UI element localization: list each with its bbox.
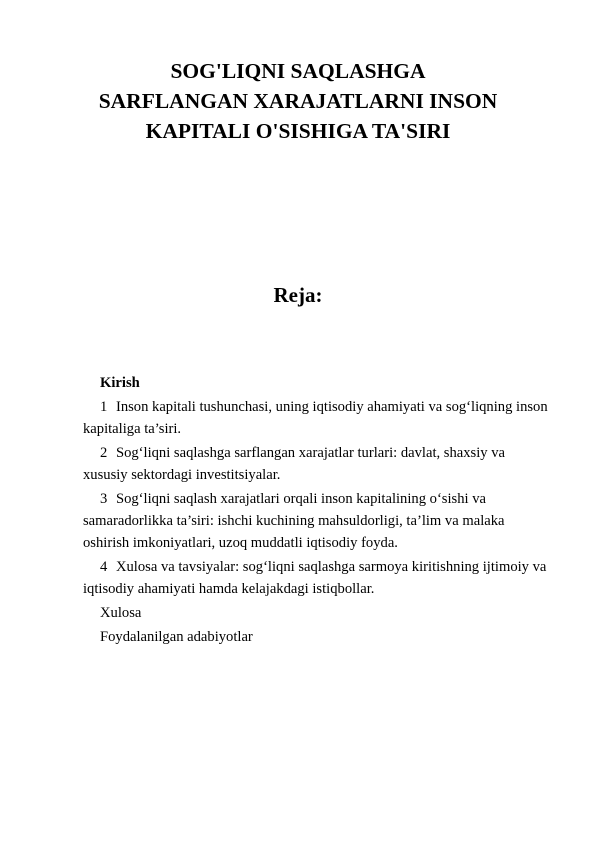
plan-item-number: 4 (100, 559, 108, 575)
plan-item-number: 2 (100, 445, 108, 461)
plan-item-text: Inson kapitali tushunchasi, uning iqtisodiy ahamiyati va sog‘liqning inson kapitaliga ta’siri. (83, 399, 548, 437)
plan-item-1 (83, 396, 553, 440)
plan-list (83, 372, 553, 650)
plan-item-text: Xulosa va tavsiyalar: sog‘liqni saqlashga sarmoya kiritishning ijtimoiy va iqtisodiy ahamiyati hamda kelajakdagi istiqbollar. (83, 559, 547, 597)
plan-item-text: Sog‘liqni saqlashga sarflangan xarajatlar turlari: davlat, shaxsiy va xususiy sektordagi investitsiyalar. (83, 445, 505, 483)
document-title (40, 56, 556, 146)
title-line-3: KAPITALI O'SISHIGA TA'SIRI (145, 119, 451, 143)
plan-item-number: 3 (100, 491, 108, 507)
plan-intro: Kirish (100, 375, 140, 391)
plan-item-text: Sog‘liqni saqlash xarajatlari orqali inson kapitalining o‘sishi va samaradorlikka ta’siri: ishchi kuchining mahsuldorligi, ta’lim va malaka oshirish imkoniyatlari, uzoq muddatli iqtisodiy foyda. (83, 491, 505, 551)
title-line-2: SARFLANGAN XARAJATLARNI INSON (98, 89, 498, 113)
plan-heading: Reja: (273, 283, 323, 307)
plan-item-4 (83, 556, 553, 600)
plan-references: Foydalanilgan adabiyotlar (100, 629, 253, 645)
plan-conclusion: Xulosa (100, 605, 142, 621)
title-line-1: SOG'LIQNI SAQLASHGA (170, 59, 426, 83)
plan-item-number: 1 (100, 399, 108, 415)
plan-item-2 (83, 442, 553, 486)
plan-item-3 (83, 488, 553, 554)
